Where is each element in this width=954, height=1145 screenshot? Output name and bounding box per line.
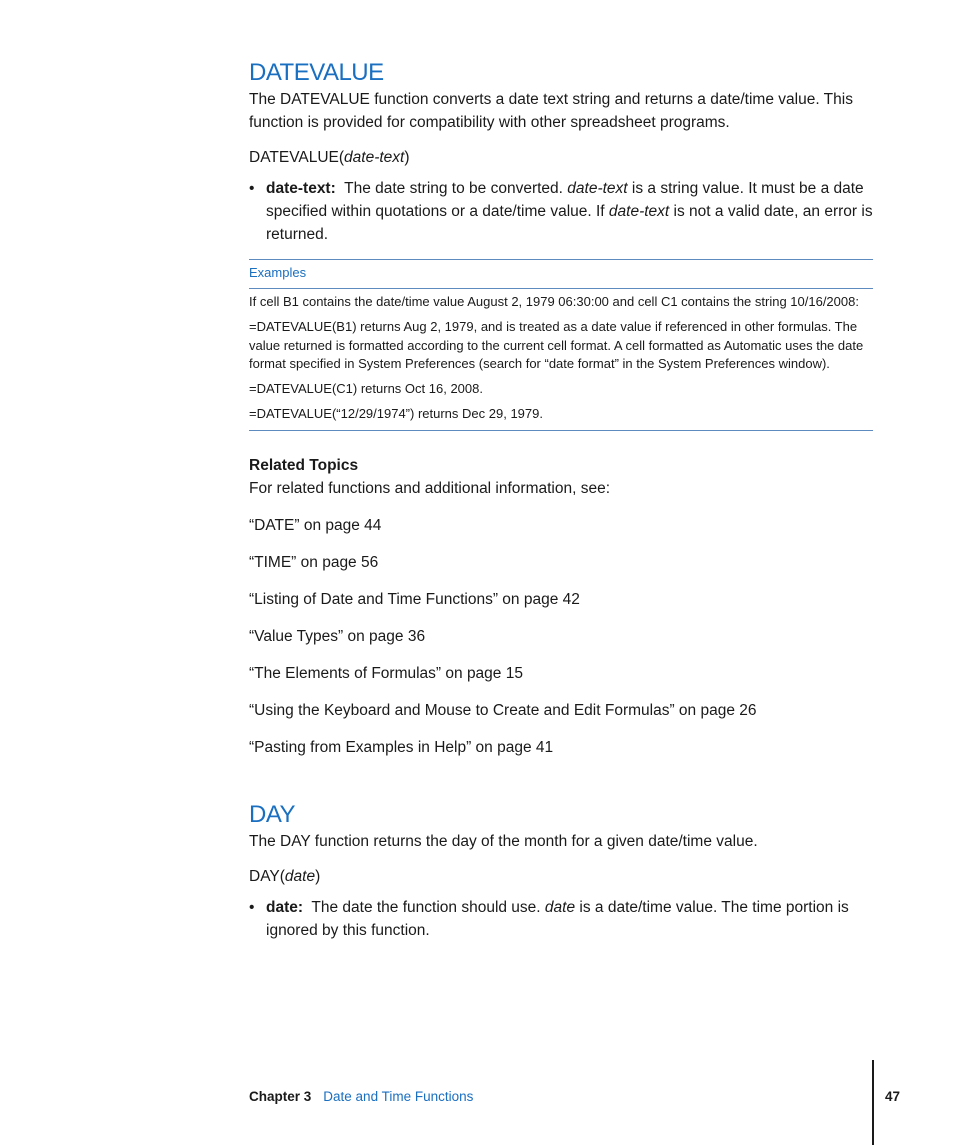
datevalue-section xyxy=(249,58,873,759)
related-link-elements[interactable]: “The Elements of Formulas” on page 15 xyxy=(249,664,523,682)
footer-chapter: Chapter 3 xyxy=(249,1089,312,1104)
syntax-argument: date xyxy=(284,867,316,885)
related-link-listing[interactable]: “Listing of Date and Time Functions” on page 42 xyxy=(249,590,580,608)
footer-divider xyxy=(872,1060,874,1145)
examples-box xyxy=(249,259,873,431)
argument-desc-1: The date the function should use. xyxy=(311,898,541,916)
example-paragraph: =DATEVALUE(“12/29/1974”) returns Dec 29, 1979. xyxy=(249,405,543,421)
argument-item-date-text xyxy=(249,177,873,246)
day-description: The DAY function returns the day of the month for a given date/time value. xyxy=(249,832,758,850)
page-content xyxy=(249,58,873,942)
argument-term: date-text: xyxy=(266,180,336,197)
examples-body xyxy=(249,289,873,430)
syntax-argument: date-text xyxy=(344,149,405,166)
examples-heading: Examples xyxy=(249,260,873,289)
argument-italic-1: date-text xyxy=(567,180,628,197)
related-topics-title: Related Topics xyxy=(249,456,359,474)
argument-term: date: xyxy=(266,898,304,916)
page-footer xyxy=(249,1088,473,1106)
example-paragraph: If cell B1 contains the date/time value August 2, 1979 06:30:00 and cell C1 contains the string 10/16/2008: xyxy=(249,294,859,309)
datevalue-syntax xyxy=(249,146,873,169)
syntax-function-name: DAY xyxy=(249,867,280,885)
syntax-close-paren: ) xyxy=(315,867,321,885)
related-topics-lead: For related functions and additional information, see: xyxy=(249,479,611,497)
related-link-pasting[interactable]: “Pasting from Examples in Help” on page 41 xyxy=(249,738,554,756)
argument-desc-1: The date string to be converted. xyxy=(344,180,563,197)
related-topics-list xyxy=(249,514,873,759)
related-link-value-types[interactable]: “Value Types” on page 36 xyxy=(249,627,426,645)
syntax-open-paren: ( xyxy=(338,149,345,166)
bullet-icon: • xyxy=(249,180,255,197)
footer-chapter-title[interactable]: Date and Time Functions xyxy=(323,1089,474,1104)
syntax-open-paren: ( xyxy=(279,867,285,885)
related-link-date[interactable]: “DATE” on page 44 xyxy=(249,516,382,534)
datevalue-heading: DATEVALUE xyxy=(249,59,384,86)
syntax-function-name: DATEVALUE xyxy=(249,149,339,166)
example-paragraph: =DATEVALUE(C1) returns Oct 16, 2008. xyxy=(249,381,483,397)
related-link-keyboard-mouse[interactable]: “Using the Keyboard and Mouse to Create and Edit Formulas” on page 26 xyxy=(249,701,757,719)
argument-desc-3: is not a valid date, an error is returned. xyxy=(266,203,873,243)
day-heading: DAY xyxy=(249,800,296,828)
example-paragraph: =DATEVALUE(B1) returns Aug 2, 1979, and is treated as a date value if referenced in other formulas. The value returned is formatted according to the current cell format. A cell formatted as Automatic uses the date format specified in System Preferences (search for “date format” in the System Preferences window). xyxy=(249,318,864,372)
argument-desc-2: is a string value. It must be a date specified within quotations or a date/time value. If xyxy=(266,180,864,220)
datevalue-description: The DATEVALUE function converts a date text string and returns a date/time value. This function is provided for compatibility with other spreadsheet programs. xyxy=(249,91,853,131)
argument-desc-2: is a date/time value. The time portion is ignored by this function. xyxy=(266,898,849,939)
bullet-icon: • xyxy=(249,898,255,916)
argument-item-date xyxy=(249,896,873,942)
related-link-time[interactable]: “TIME” on page 56 xyxy=(249,553,379,571)
syntax-close-paren: ) xyxy=(404,149,410,166)
argument-italic-2: date-text xyxy=(608,203,670,220)
day-section xyxy=(249,800,873,942)
day-syntax xyxy=(249,865,873,888)
page-number: 47 xyxy=(885,1089,901,1104)
argument-italic-1: date xyxy=(544,898,576,916)
